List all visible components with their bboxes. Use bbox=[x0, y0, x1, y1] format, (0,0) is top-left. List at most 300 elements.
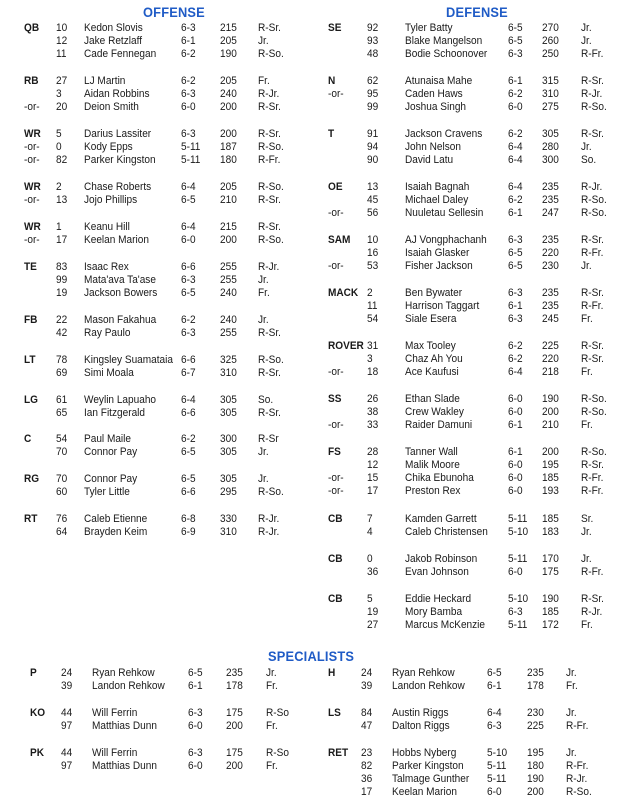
jersey-number: 99 bbox=[367, 101, 379, 114]
player-class-year: R-Sr. bbox=[258, 327, 281, 340]
player-height: 6-0 bbox=[508, 485, 523, 498]
player-height: 6-3 bbox=[181, 327, 196, 340]
player-class-year: R-Sr. bbox=[258, 101, 281, 114]
jersey-number: 44 bbox=[61, 747, 73, 759]
player-name: Landon Rehkow bbox=[92, 680, 165, 693]
player-name: Tyler Little bbox=[84, 486, 130, 499]
player-class-year: R-So. bbox=[581, 446, 607, 458]
player-name: Keelan Marion bbox=[84, 234, 149, 247]
jersey-number: 83 bbox=[56, 261, 68, 273]
player-weight: 178 bbox=[527, 680, 544, 693]
player-height: 6-3 bbox=[181, 22, 196, 34]
player-weight: 185 bbox=[542, 513, 559, 525]
jersey-number: 24 bbox=[61, 667, 73, 679]
player-weight: 255 bbox=[220, 274, 237, 287]
player-class-year: R-Fr. bbox=[581, 485, 604, 498]
player-name: Jake Retzlaff bbox=[84, 35, 143, 48]
player-class-year: Fr. bbox=[581, 313, 593, 326]
alternate-marker: -or- bbox=[24, 101, 40, 114]
player-height: 6-5 bbox=[508, 247, 523, 260]
player-class-year: R-Fr. bbox=[581, 48, 604, 61]
jersey-number: 65 bbox=[56, 407, 68, 420]
jersey-number: 1 bbox=[56, 221, 62, 233]
player-height: 6-1 bbox=[188, 680, 203, 693]
position-label: LG bbox=[24, 394, 38, 406]
jersey-number: 36 bbox=[367, 566, 379, 579]
player-name: Isaiah Bagnah bbox=[405, 181, 470, 193]
player-height: 6-0 bbox=[508, 566, 523, 579]
jersey-number: 94 bbox=[367, 141, 379, 154]
player-name: Paul Maile bbox=[84, 433, 132, 445]
player-weight: 230 bbox=[527, 707, 544, 719]
position-label: RT bbox=[24, 513, 38, 525]
jersey-number: 2 bbox=[367, 287, 373, 299]
player-height: 6-3 bbox=[181, 128, 196, 140]
position-label: CB bbox=[328, 593, 343, 605]
player-weight: 240 bbox=[220, 88, 237, 101]
jersey-number: 11 bbox=[56, 48, 67, 61]
player-weight: 225 bbox=[542, 340, 559, 352]
player-class-year: R-Fr. bbox=[581, 566, 604, 579]
player-height: 6-5 bbox=[487, 667, 502, 679]
player-height: 6-2 bbox=[181, 314, 196, 326]
player-height: 6-4 bbox=[181, 394, 196, 406]
player-name: Chase Roberts bbox=[84, 181, 152, 193]
player-weight: 255 bbox=[220, 327, 237, 340]
player-height: 6-4 bbox=[181, 181, 196, 193]
player-height: 6-3 bbox=[508, 313, 523, 326]
player-weight: 300 bbox=[220, 433, 237, 445]
player-name: Austin Riggs bbox=[392, 707, 449, 719]
player-class-year: R-So. bbox=[258, 354, 284, 366]
player-name: Michael Daley bbox=[405, 194, 469, 207]
player-name: Ethan Slade bbox=[405, 393, 460, 405]
jersey-number: 44 bbox=[61, 707, 73, 719]
player-class-year: R-Fr. bbox=[581, 300, 604, 313]
player-weight: 260 bbox=[542, 35, 559, 48]
player-weight: 305 bbox=[220, 394, 237, 406]
jersey-number: 70 bbox=[56, 446, 68, 459]
player-weight: 240 bbox=[220, 314, 237, 326]
jersey-number: 53 bbox=[367, 260, 379, 273]
player-height: 6-5 bbox=[181, 287, 196, 300]
alternate-marker: -or- bbox=[328, 419, 344, 432]
player-height: 6-4 bbox=[181, 221, 196, 233]
player-class-year: Fr. bbox=[258, 287, 270, 300]
player-weight: 170 bbox=[542, 553, 559, 565]
player-name: Nuuletau Sellesin bbox=[405, 207, 484, 220]
player-height: 6-3 bbox=[487, 720, 502, 733]
position-label: CB bbox=[328, 513, 343, 525]
player-class-year: R-Sr. bbox=[581, 459, 604, 472]
player-weight: 225 bbox=[527, 720, 544, 733]
player-weight: 178 bbox=[226, 680, 243, 693]
player-weight: 200 bbox=[542, 406, 559, 419]
jersey-number: 27 bbox=[367, 619, 379, 632]
player-height: 6-5 bbox=[181, 473, 196, 485]
player-name: Simi Moala bbox=[84, 367, 134, 380]
player-weight: 185 bbox=[542, 472, 559, 485]
player-class-year: Jr. bbox=[566, 707, 577, 719]
player-weight: 230 bbox=[542, 260, 559, 273]
player-name: Caleb Christensen bbox=[405, 526, 488, 539]
jersey-number: 17 bbox=[361, 786, 373, 799]
player-weight: 205 bbox=[220, 35, 237, 48]
player-class-year: Jr. bbox=[258, 35, 269, 48]
jersey-number: 3 bbox=[56, 88, 62, 101]
player-weight: 190 bbox=[527, 773, 544, 786]
player-height: 6-3 bbox=[508, 234, 523, 246]
jersey-number: 82 bbox=[56, 154, 68, 167]
jersey-number: 97 bbox=[61, 720, 73, 733]
player-weight: 195 bbox=[542, 459, 559, 472]
player-class-year: R-Jr. bbox=[258, 261, 280, 273]
jersey-number: 22 bbox=[56, 314, 68, 326]
player-class-year: Fr. bbox=[266, 720, 278, 733]
player-weight: 180 bbox=[527, 760, 544, 773]
jersey-number: 38 bbox=[367, 406, 379, 419]
player-weight: 220 bbox=[542, 353, 559, 366]
player-weight: 300 bbox=[542, 154, 559, 167]
player-weight: 205 bbox=[220, 181, 237, 193]
player-name: Jackson Cravens bbox=[405, 128, 483, 140]
player-name: Ryan Rehkow bbox=[392, 667, 455, 679]
player-class-year: R-Jr. bbox=[581, 181, 603, 193]
player-name: Hobbs Nyberg bbox=[392, 747, 457, 759]
player-class-year: Jr. bbox=[258, 473, 269, 485]
position-label: RB bbox=[24, 75, 39, 87]
player-height: 6-2 bbox=[508, 340, 523, 352]
player-height: 6-0 bbox=[181, 234, 196, 247]
player-name: Malik Moore bbox=[405, 459, 460, 472]
player-weight: 210 bbox=[542, 419, 559, 432]
jersey-number: 92 bbox=[367, 22, 379, 34]
jersey-number: 10 bbox=[367, 234, 379, 246]
player-name: Caleb Etienne bbox=[84, 513, 148, 525]
player-class-year: R-Sr. bbox=[581, 287, 604, 299]
position-label: FB bbox=[24, 314, 38, 326]
player-height: 6-2 bbox=[181, 75, 196, 87]
player-height: 6-5 bbox=[181, 446, 196, 459]
player-class-year: Jr. bbox=[566, 747, 577, 759]
player-name: Preston Rex bbox=[405, 485, 461, 498]
player-class-year: R-So. bbox=[258, 486, 284, 499]
player-name: Will Ferrin bbox=[92, 707, 138, 719]
player-name: Matthias Dunn bbox=[92, 720, 157, 733]
jersey-number: 39 bbox=[361, 680, 373, 693]
jersey-number: 54 bbox=[367, 313, 379, 326]
player-weight: 315 bbox=[542, 75, 559, 87]
player-height: 6-0 bbox=[508, 406, 523, 419]
player-class-year: Fr. bbox=[266, 760, 278, 773]
player-weight: 235 bbox=[226, 667, 243, 679]
player-height: 6-3 bbox=[188, 747, 203, 759]
player-class-year: R-Fr. bbox=[566, 760, 589, 773]
player-name: Talmage Gunther bbox=[392, 773, 470, 786]
player-name: Marcus McKenzie bbox=[405, 619, 486, 632]
player-name: Kingsley Suamataia bbox=[84, 354, 174, 366]
player-class-year: Jr. bbox=[581, 22, 592, 34]
player-weight: 200 bbox=[220, 128, 237, 140]
player-weight: 295 bbox=[220, 486, 237, 499]
alternate-marker: -or- bbox=[328, 260, 344, 273]
player-name: Raider Damuni bbox=[405, 419, 473, 432]
player-name: Matthias Dunn bbox=[92, 760, 157, 773]
player-class-year: Jr. bbox=[581, 260, 592, 273]
jersey-number: 10 bbox=[56, 22, 68, 34]
player-class-year: R-Sr. bbox=[581, 75, 604, 87]
alternate-marker: -or- bbox=[24, 194, 40, 207]
player-name: Weylin Lapuaho bbox=[84, 394, 157, 406]
jersey-number: 70 bbox=[56, 473, 68, 485]
jersey-number: 13 bbox=[56, 194, 68, 207]
player-class-year: Jr. bbox=[566, 667, 577, 679]
player-class-year: Jr. bbox=[581, 35, 592, 48]
player-height: 6-0 bbox=[188, 720, 203, 733]
player-weight: 305 bbox=[220, 446, 237, 459]
player-weight: 245 bbox=[542, 313, 559, 326]
jersey-number: 47 bbox=[361, 720, 373, 733]
player-height: 6-5 bbox=[508, 260, 523, 273]
jersey-number: 78 bbox=[56, 354, 68, 366]
player-class-year: R-Sr. bbox=[258, 221, 281, 233]
player-name: Caden Haws bbox=[405, 88, 463, 101]
player-name: David Latu bbox=[405, 154, 454, 167]
player-weight: 172 bbox=[542, 619, 559, 632]
player-weight: 305 bbox=[542, 128, 559, 140]
position-label: LT bbox=[24, 354, 36, 366]
player-name: Will Ferrin bbox=[92, 747, 138, 759]
player-class-year: R-Jr. bbox=[581, 606, 603, 619]
player-weight: 200 bbox=[527, 786, 544, 799]
player-name: Darius Lassiter bbox=[84, 128, 152, 140]
player-height: 6-2 bbox=[181, 48, 196, 61]
player-weight: 200 bbox=[226, 720, 243, 733]
position-label: RG bbox=[24, 473, 40, 485]
player-name: Dalton Riggs bbox=[392, 720, 450, 733]
position-label: SS bbox=[328, 393, 342, 405]
player-weight: 200 bbox=[542, 446, 559, 458]
player-height: 6-6 bbox=[181, 354, 196, 366]
player-height: 5-11 bbox=[181, 141, 201, 154]
jersey-number: 11 bbox=[367, 300, 378, 313]
player-name: Mory Bamba bbox=[405, 606, 463, 619]
player-height: 6-2 bbox=[508, 88, 523, 101]
jersey-number: 54 bbox=[56, 433, 68, 445]
player-class-year: Jr. bbox=[258, 314, 269, 326]
offense-header: OFFENSE bbox=[143, 5, 205, 20]
jersey-number: 93 bbox=[367, 35, 379, 48]
player-weight: 193 bbox=[542, 485, 559, 498]
player-weight: 305 bbox=[220, 407, 237, 420]
player-height: 5-11 bbox=[508, 619, 528, 632]
player-height: 6-3 bbox=[181, 274, 196, 287]
jersey-number: 61 bbox=[56, 394, 68, 406]
player-class-year: R-So. bbox=[258, 181, 284, 193]
jersey-number: 16 bbox=[367, 247, 379, 260]
player-height: 6-1 bbox=[508, 446, 523, 458]
player-weight: 190 bbox=[542, 593, 559, 605]
jersey-number: 4 bbox=[367, 526, 373, 539]
player-height: 6-5 bbox=[181, 194, 196, 207]
alternate-marker: -or- bbox=[328, 88, 344, 101]
jersey-number: 82 bbox=[361, 760, 373, 773]
player-name: Tyler Batty bbox=[405, 22, 453, 34]
player-weight: 180 bbox=[220, 154, 237, 167]
player-class-year: R-Jr. bbox=[258, 526, 280, 539]
player-class-year: R-Sr. bbox=[581, 353, 604, 366]
position-label: T bbox=[328, 128, 335, 140]
jersey-number: 45 bbox=[367, 194, 379, 207]
player-height: 6-1 bbox=[181, 35, 196, 48]
jersey-number: 95 bbox=[367, 88, 379, 101]
player-name: Harrison Taggart bbox=[405, 300, 480, 313]
player-name: Isaiah Glasker bbox=[405, 247, 470, 260]
player-height: 6-3 bbox=[508, 48, 523, 61]
player-name: Ben Bywater bbox=[405, 287, 463, 299]
position-label: N bbox=[328, 75, 336, 87]
player-height: 6-3 bbox=[181, 88, 196, 101]
player-name: Eddie Heckard bbox=[405, 593, 472, 605]
jersey-number: 27 bbox=[56, 75, 68, 87]
jersey-number: 26 bbox=[367, 393, 379, 405]
player-name: Crew Wakley bbox=[405, 406, 464, 419]
player-class-year: R-So. bbox=[581, 393, 607, 405]
player-class-year: R-Jr. bbox=[566, 773, 588, 786]
player-name: Blake Mangelson bbox=[405, 35, 483, 48]
alternate-marker: -or- bbox=[24, 234, 40, 247]
player-class-year: R-Jr. bbox=[258, 88, 280, 101]
player-name: Kamden Garrett bbox=[405, 513, 477, 525]
position-label: WR bbox=[24, 181, 41, 193]
player-height: 6-1 bbox=[508, 419, 523, 432]
player-name: Ryan Rehkow bbox=[92, 667, 155, 679]
player-height: 6-1 bbox=[487, 680, 502, 693]
jersey-number: 12 bbox=[367, 459, 379, 472]
player-name: Jakob Robinson bbox=[405, 553, 478, 565]
jersey-number: 20 bbox=[56, 101, 68, 114]
player-weight: 190 bbox=[542, 393, 559, 405]
jersey-number: 99 bbox=[56, 274, 68, 287]
player-class-year: R-Fr. bbox=[581, 472, 604, 485]
player-class-year: R-Fr. bbox=[581, 247, 604, 260]
position-label: LS bbox=[328, 707, 341, 719]
player-class-year: Fr. bbox=[266, 680, 278, 693]
jersey-number: 31 bbox=[367, 340, 379, 352]
alternate-marker: -or- bbox=[328, 485, 344, 498]
player-name: Chaz Ah You bbox=[405, 353, 463, 366]
jersey-number: 28 bbox=[367, 446, 379, 458]
jersey-number: 97 bbox=[61, 760, 73, 773]
player-height: 6-5 bbox=[508, 35, 523, 48]
player-height: 5-11 bbox=[487, 773, 507, 786]
player-class-year: Jr. bbox=[258, 274, 269, 287]
jersey-number: 15 bbox=[367, 472, 379, 485]
player-class-year: R-Fr. bbox=[566, 720, 589, 733]
player-weight: 305 bbox=[220, 473, 237, 485]
position-label: WR bbox=[24, 128, 41, 140]
player-class-year: R-So. bbox=[258, 234, 284, 247]
position-label: MACK bbox=[328, 287, 359, 299]
player-height: 6-6 bbox=[181, 407, 196, 420]
player-class-year: So. bbox=[258, 394, 274, 406]
player-height: 6-4 bbox=[487, 707, 502, 719]
player-name: Parker Kingston bbox=[392, 760, 464, 773]
player-name: Evan Johnson bbox=[405, 566, 469, 579]
player-height: 6-8 bbox=[181, 513, 196, 525]
jersey-number: 13 bbox=[367, 181, 379, 193]
jersey-number: 18 bbox=[367, 366, 379, 379]
player-name: Siale Esera bbox=[405, 313, 457, 326]
player-height: 6-0 bbox=[181, 101, 196, 114]
player-weight: 270 bbox=[542, 22, 559, 34]
player-weight: 235 bbox=[542, 300, 559, 313]
position-label: QB bbox=[24, 22, 40, 34]
player-class-year: Fr. bbox=[258, 75, 270, 87]
jersey-number: 76 bbox=[56, 513, 68, 525]
position-label: RET bbox=[328, 747, 349, 759]
player-name: Mata'ava Ta'ase bbox=[84, 274, 156, 287]
player-class-year: R-So. bbox=[258, 141, 284, 154]
player-class-year: Jr. bbox=[581, 141, 592, 154]
player-class-year: R-Sr. bbox=[258, 407, 281, 420]
jersey-number: 7 bbox=[367, 513, 373, 525]
jersey-number: 90 bbox=[367, 154, 379, 167]
player-weight: 240 bbox=[220, 287, 237, 300]
player-height: 6-0 bbox=[188, 760, 203, 773]
jersey-number: 0 bbox=[56, 141, 62, 154]
player-height: 6-1 bbox=[508, 300, 523, 313]
player-height: 6-2 bbox=[508, 353, 523, 366]
player-height: 6-4 bbox=[508, 154, 523, 167]
jersey-number: 62 bbox=[367, 75, 379, 87]
jersey-number: 48 bbox=[367, 48, 379, 61]
player-class-year: Jr. bbox=[581, 526, 592, 539]
player-weight: 200 bbox=[226, 760, 243, 773]
player-class-year: R-Jr. bbox=[258, 513, 280, 525]
player-class-year: R-Jr. bbox=[581, 88, 603, 101]
jersey-number: 2 bbox=[56, 181, 62, 193]
position-label: SE bbox=[328, 22, 342, 34]
position-label: WR bbox=[24, 221, 41, 233]
player-class-year: Fr. bbox=[581, 619, 593, 632]
player-weight: 218 bbox=[542, 366, 559, 379]
player-height: 5-10 bbox=[487, 747, 508, 759]
player-name: AJ Vongphachanh bbox=[405, 234, 487, 246]
player-name: Isaac Rex bbox=[84, 261, 129, 273]
player-height: 6-4 bbox=[508, 181, 523, 193]
position-label: OE bbox=[328, 181, 343, 193]
player-weight: 330 bbox=[220, 513, 237, 525]
player-name: Parker Kingston bbox=[84, 154, 156, 167]
jersey-number: 17 bbox=[367, 485, 379, 498]
player-weight: 235 bbox=[542, 234, 559, 246]
alternate-marker: -or- bbox=[328, 472, 344, 485]
player-weight: 190 bbox=[220, 48, 237, 61]
player-height: 6-0 bbox=[508, 101, 523, 114]
player-height: 5-10 bbox=[508, 526, 529, 539]
player-height: 6-6 bbox=[181, 261, 196, 273]
alternate-marker: -or- bbox=[24, 154, 40, 167]
player-class-year: R-Sr bbox=[258, 433, 279, 445]
jersey-number: 17 bbox=[56, 234, 68, 247]
player-class-year: R-Sr. bbox=[581, 593, 604, 605]
position-label: TE bbox=[24, 261, 37, 273]
player-height: 5-11 bbox=[487, 760, 507, 773]
player-weight: 235 bbox=[542, 181, 559, 193]
player-class-year: Sr. bbox=[581, 513, 594, 525]
jersey-number: 33 bbox=[367, 419, 379, 432]
